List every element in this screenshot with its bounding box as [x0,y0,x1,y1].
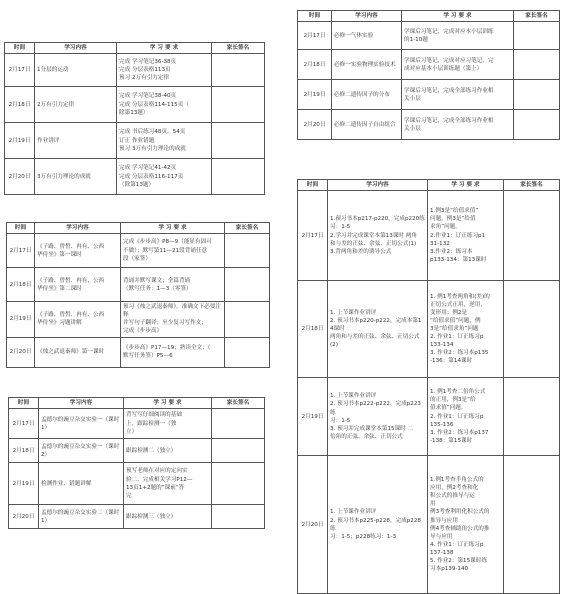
table-row [7,337,270,367]
requirement-cell: 学课后习笔记，完成全部练习作业相 关小层 [402,80,514,110]
table-row [7,302,270,337]
header-parent-signature: 家长签名 [212,398,265,409]
signature-cell[interactable] [212,123,265,159]
date-cell: 2月17日 [7,234,35,268]
content-cell: 《子路、曾皙、冉有、公西 华侍坐》第一课时 [35,234,121,268]
signature-cell[interactable] [504,456,560,594]
requirement-cell: 1.例1考查半角公式的 应用，例2考查和化 积公式的推导与运 用 例3考查利用化积公式的 推导与应用 例4考查辅助角公式的推 导与应用 4. 作业1：订正练习p 137-138 5. 作业2：第15课时练 习本p139-140 [428,456,504,594]
table-row [5,87,265,123]
date-cell: 2月19日 [7,302,35,337]
schedule-table-4 [297,10,560,140]
header-requirement: 学 习 要 求 [402,11,514,22]
content-cell: 2万有引力定律 [35,87,117,123]
date-cell: 2月20日 [9,505,39,529]
signature-cell[interactable] [225,337,270,367]
requirement-cell: 1. 例1考查二倍角公式 的正用，例3是“给 值求值”问题。 2. 作业1：订正练习p 135-136 3. 作业2：练习本p137 -138：第15课时 [428,378,504,456]
header-parent-signature: 家长签名 [504,180,560,191]
date-cell: 2月18日 [9,439,39,463]
signature-cell[interactable] [212,54,265,87]
table-row [5,123,265,159]
header-requirement: 学 习 要 求 [121,223,225,234]
signature-cell[interactable] [212,463,265,505]
table-row [5,159,265,195]
signature-cell[interactable] [504,378,560,456]
header-content: 学习内容 [332,11,402,22]
requirement-cell: 《步步高》P17—19；熟读全文；（ 默写任务签）P5—6 [121,337,225,367]
header-requirement: 学 习 要 求 [124,398,212,409]
table-row [298,191,560,281]
content-cell: 1. 上节课作业讲评 2. 预习书本p222-p222，完成p223练 习：1-5 3. 预习并完成课堂本第15课时 二 倍角的正弦、余弦、正切公式 [328,378,428,456]
requirement-cell: 跟踪检测二（独立） [124,439,212,463]
date-cell: 2月19日 [9,463,39,505]
date-cell: 2月20日 [5,159,35,195]
content-cell: 《子路、曾皙、冉有、公西 华侍坐》第二课时 [35,268,121,302]
header-requirement: 学 习 要 求 [428,180,504,191]
date-cell: 2月19日 [298,378,328,456]
header-requirement: 学 习 要 求 [117,43,212,54]
header-content: 学习内容 [35,223,121,234]
content-cell: 孟德尔的豌豆杂交实验一（课时1） [39,409,124,439]
header-content: 学习内容 [35,43,117,54]
header-parent-signature: 家长签名 [514,11,560,22]
requirement-cell: 完成 学习笔记41-42页 完成 分层表格116-117页 （除第13题） [117,159,212,195]
date-cell: 2月17日 [5,54,35,87]
table-row [7,268,270,302]
requirement-cell: 完成 学习笔记38-40页 完成 分层表格114-115页（ 除第13题） [117,87,212,123]
signature-cell[interactable] [212,159,265,195]
table-row [9,409,265,439]
requirement-cell: 背写写仔细阅读的基础 上，跟踪检测一（独 立） [124,409,212,439]
table-row [7,234,270,268]
content-cell: 1. 上节课作业讲评 2. 预习书本p225-p228，完成p228练 习：1-5；p228练习：1-3 [328,456,428,594]
signature-cell[interactable] [514,80,560,110]
date-cell: 2月18日 [5,87,35,123]
content-cell: 作业讲评 [35,123,117,159]
schedule-table-2 [6,222,270,368]
table-row [298,80,560,110]
date-cell: 2月17日 [298,22,332,50]
requirement-cell: 完成 书后练习48页，54页 订正 作业错题 预习 3万有引力理论的成就 [117,123,212,159]
signature-cell[interactable] [514,50,560,80]
content-cell: 《子路、曾皙、冉有、公西 华侍坐》习题讲解 [35,302,121,337]
signature-cell[interactable] [212,87,265,123]
requirement-cell: 1. 例1考查两角和(差)的 正切公式正用，逆用， 变形用；例2是 “给值求值”问题，例 3是“给值求角”问题 2. 作业1：订正练习p 133-134 3. 作业2：练习本p135 -136：第14课时 [428,281,504,378]
requirement-cell: 预写老师在对应的定向实 验二，完成相关学习P12— 13页1+2题的“课前”答 完 [124,463,212,505]
schedule-table-1 [4,42,265,195]
signature-cell[interactable] [212,409,265,439]
content-cell: 1.预习书本p217-p220，完成p220练 习：1-5 2.学习并完成课堂本第13课时 两角 和与差的正弦、余弦、正切公式(1) 3.背两角和差的诱导公式 [328,191,428,281]
content-cell: 孟德尔的豌豆杂交实验一（课时2） [39,439,124,463]
date-cell: 2月18日 [7,268,35,302]
date-cell: 2月20日 [7,337,35,367]
requirement-cell: 预习《烛之武退秦师》，准确文下必要注释 并写句子翻译；至少复习写作文； 完成《步步高》 [121,302,225,337]
date-cell: 2月18日 [298,50,332,80]
table-row [9,463,265,505]
requirement-cell: 完成 学习笔记36-38页 完成 分层表格113页 预习 2万有引力定律 [117,54,212,87]
content-cell: 必修一气体实验 [332,22,402,50]
requirement-cell: 学课后习笔记，完成对应习笔记，完 成对应基本小层训练题（第上） [402,50,514,80]
header-content: 学习内容 [328,180,428,191]
content-cell: 必修二遗传因子自由组合 [332,110,402,140]
header-parent-signature: 家长签名 [212,43,265,54]
requirement-cell: 学课后习笔记，完成全部练习作业相 关小层 [402,110,514,140]
date-cell: 2月19日 [298,80,332,110]
table-row [9,505,265,529]
content-cell: 3万有引力理论的成就 [35,159,117,195]
signature-cell[interactable] [225,234,270,268]
date-cell: 2月17日 [9,409,39,439]
requirement-cell: 背诵并默写课文；全篇背诵 （默写任务：1—3（零签） [121,268,225,302]
signature-cell[interactable] [212,505,265,529]
signature-cell[interactable] [225,302,270,337]
content-cell: 1分层的运动 [35,54,117,87]
content-cell: 必修一实验物理实验技术 [332,50,402,80]
table-row [298,281,560,378]
header-date: 时间 [298,11,332,22]
table-row [298,456,560,594]
header-date: 时间 [7,223,35,234]
table-row [5,54,265,87]
schedule-table-3 [8,397,265,529]
signature-cell[interactable] [225,268,270,302]
requirement-cell: 跟踪检测三（独立） [124,505,212,529]
content-cell: 必修二遗传因子的分布 [332,80,402,110]
table-row [298,378,560,456]
date-cell: 2月17日 [298,191,328,281]
header-date: 时间 [5,43,35,54]
requirement-cell: 1.例3是“给值求值” 问题，例3是“给值 求角”问题。 2.作业1：订正练习p1 31-132 3.作业2：练习本 p133-134：第13课时 [428,191,504,281]
table-row [298,50,560,80]
header-date: 时间 [9,398,39,409]
date-cell: 2月20日 [298,110,332,140]
content-cell: 1. 上节课作业讲评 2. 预习书本p220-p222，完成本第14课时 两角和与差的正弦、余弦、正切公式 (2) [328,281,428,378]
header-parent-signature: 家长签名 [225,223,270,234]
signature-cell[interactable] [514,110,560,140]
requirement-cell: 完成《步步高》P8—9（能显有固可 不做）；默写第11—21段背诵任意 段（家签） [121,234,225,268]
table-row [298,22,560,50]
requirement-cell: 学课后习笔记，完成对应本小层训练 的1-10题 [402,22,514,50]
content-cell: 《烛之武退秦师》第一课时 [35,337,121,367]
date-cell: 2月19日 [5,123,35,159]
signature-cell[interactable] [212,439,265,463]
date-cell: 2月20日 [298,456,328,594]
content-cell: 孟德尔的豌豆杂交实验二（课时1） [39,505,124,529]
schedule-table-5 [297,179,560,594]
signature-cell[interactable] [504,191,560,281]
signature-cell[interactable] [514,22,560,50]
table-row [298,110,560,140]
header-content: 学习内容 [39,398,124,409]
table-row [9,439,265,463]
date-cell: 2月18日 [298,281,328,378]
content-cell: 检测作业、错题讲解 [39,463,124,505]
signature-cell[interactable] [504,281,560,378]
header-date: 时间 [298,180,328,191]
